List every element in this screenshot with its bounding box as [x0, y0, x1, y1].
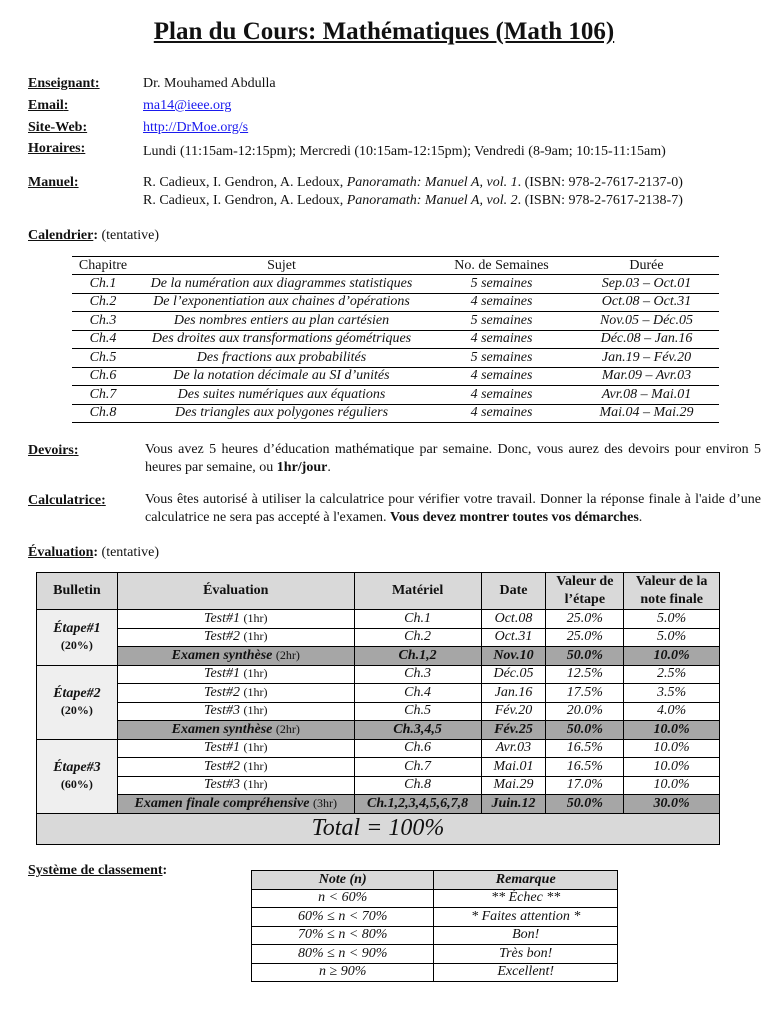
date-cell: Oct.31: [481, 628, 546, 647]
evaluation-duration: (1hr): [243, 740, 268, 755]
evaluation-duration: (3hr): [312, 795, 337, 810]
grading-row: [252, 908, 618, 927]
grading-cell: n ≥ 90%: [252, 963, 434, 982]
grading-row: [252, 926, 618, 945]
grading-row: [252, 963, 618, 982]
final-value-cell: 3.5%: [624, 684, 720, 703]
final-value-cell: 5.0%: [624, 628, 720, 647]
date-cell: Mai.29: [481, 776, 546, 795]
final-value-cell: 10.0%: [624, 721, 720, 740]
test-row: [37, 702, 720, 721]
stage-weight: (60%): [60, 776, 93, 791]
stage-value-cell: 20.0%: [546, 702, 624, 721]
stage-value-cell: 17.0%: [546, 776, 624, 795]
stage-name: Étape#3: [53, 759, 101, 775]
final-value-cell: 10.0%: [624, 647, 720, 666]
evaluation-header-cell: Date: [481, 573, 546, 610]
total-row: [37, 813, 720, 844]
grading-row: [252, 889, 618, 908]
final-value-cell: 2.5%: [624, 665, 720, 684]
material-cell: Ch.5: [354, 702, 481, 721]
evaluation-name: Test#2: [203, 684, 241, 700]
evaluation-name-cell: [117, 647, 354, 666]
date-cell: Fév.20: [481, 702, 546, 721]
evaluation-name: Examen finale compréhensive: [134, 795, 310, 811]
calendar-header-cell: No. de Semaines: [429, 257, 574, 275]
stage-weight: (20%): [60, 637, 93, 652]
stage-cell: [37, 610, 118, 666]
material-cell: Ch.6: [354, 739, 481, 758]
final-value-cell: 10.0%: [624, 758, 720, 777]
calendar-cell: 4 semaines: [429, 293, 574, 312]
evaluation-name-cell: [117, 665, 354, 684]
exam-row: [37, 721, 720, 740]
evaluation-duration: (1hr): [243, 629, 268, 644]
date-cell: Nov.10: [481, 647, 546, 666]
evaluation-name: Examen synthèse: [171, 721, 273, 737]
test-row: [37, 776, 720, 795]
calendar-cell: 5 semaines: [429, 349, 574, 368]
stage-value-cell: 17.5%: [546, 684, 624, 703]
final-value-cell: 4.0%: [624, 702, 720, 721]
test-row: [37, 628, 720, 647]
calendar-row: [72, 330, 719, 349]
stage-cell: [37, 739, 118, 813]
evaluation-duration: (1hr): [243, 610, 268, 625]
final-value-cell: 10.0%: [624, 739, 720, 758]
hours-text: Lundi (11:15am-12:15pm); Mercredi (10:15am-12:15pm); Vendredi (8-9am; 10:15-11:15am): [143, 144, 666, 159]
email-label: Email:: [28, 98, 69, 113]
evaluation-name-cell: [117, 739, 354, 758]
stage-value-cell: 50.0%: [546, 795, 624, 814]
test-row: [37, 739, 720, 758]
evaluation-name-cell: [117, 702, 354, 721]
calendar-cell: Jan.19 – Fév.20: [574, 349, 719, 368]
test-row: [37, 665, 720, 684]
calendar-cell: 4 semaines: [429, 330, 574, 349]
stage-value-cell: 12.5%: [546, 665, 624, 684]
evaluation-name: Test#3: [203, 777, 241, 793]
test-row: [37, 684, 720, 703]
calendar-cell: Des fractions aux probabilités: [134, 349, 429, 368]
evaluation-name-cell: [117, 684, 354, 703]
material-cell: Ch.8: [354, 776, 481, 795]
calendar-cell: Ch.3: [72, 312, 134, 331]
calendar-cell: Oct.08 – Oct.31: [574, 293, 719, 312]
email-link[interactable]: ma14@ieee.org: [143, 98, 232, 113]
manual-entry-2: R. Cadieux, I. Gendron, A. Ledoux, Panoramath: Manuel A, vol. 2. (ISBN: 978-2-7617-2138-7): [143, 193, 683, 208]
date-cell: Fév.25: [481, 721, 546, 740]
calendar-cell: Mar.09 – Avr.03: [574, 367, 719, 386]
evaluation-name: Test#2: [203, 758, 241, 774]
calendar-cell: 4 semaines: [429, 367, 574, 386]
evaluation-name: Test#1: [203, 610, 241, 626]
grading-cell: 80% ≤ n < 90%: [252, 945, 434, 964]
calendar-row: [72, 386, 719, 405]
calendar-cell: Nov.05 – Déc.05: [574, 312, 719, 331]
exam-row: [37, 647, 720, 666]
evaluation-duration: (1hr): [243, 666, 268, 681]
calendar-cell: Avr.08 – Mai.01: [574, 386, 719, 405]
evaluation-duration: (1hr): [243, 684, 268, 699]
evaluation-table: [36, 572, 720, 845]
total-cell: Total = 100%: [37, 813, 720, 844]
evaluation-name: Examen synthèse: [171, 647, 273, 663]
manual-label: Manuel:: [28, 175, 79, 190]
calendar-cell: Des triangles aux polygones réguliers: [134, 404, 429, 423]
grading-heading: Système de classement:: [28, 863, 168, 878]
calendar-cell: Déc.08 – Jan.16: [574, 330, 719, 349]
calendar-table: [72, 256, 719, 423]
evaluation-name-cell: [117, 628, 354, 647]
website-link[interactable]: http://DrMoe.org/s: [143, 120, 249, 135]
hours-label: Horaires:: [28, 141, 86, 156]
grading-cell: Excellent!: [434, 963, 618, 982]
final-value-cell: 30.0%: [624, 795, 720, 814]
date-cell: Jan.16: [481, 684, 546, 703]
stage-weight: (20%): [60, 702, 93, 717]
teacher-name: Dr. Mouhamed Abdulla: [143, 76, 276, 91]
calendar-cell: De la notation décimale au SI d’unités: [134, 367, 429, 386]
test-row: [37, 610, 720, 629]
test-row: [37, 758, 720, 777]
grading-row: [252, 945, 618, 964]
evaluation-header-cell: Valeur de la note finale: [624, 573, 720, 610]
material-cell: Ch.1,2,3,4,5,6,7,8: [354, 795, 481, 814]
material-cell: Ch.7: [354, 758, 481, 777]
calendar-cell: Des suites numériques aux équations: [134, 386, 429, 405]
evaluation-name: Test#3: [203, 703, 241, 719]
evaluation-header-cell: Matériel: [354, 573, 481, 610]
calendar-cell: Mai.04 – Mai.29: [574, 404, 719, 423]
grading-cell: ** Échec **: [434, 889, 618, 908]
stage-name: Étape#1: [53, 620, 101, 636]
calendar-header-cell: Durée: [574, 257, 719, 275]
calendar-cell: Des droites aux transformations géométriques: [134, 330, 429, 349]
calendar-cell: 5 semaines: [429, 312, 574, 331]
final-value-cell: 10.0%: [624, 776, 720, 795]
teacher-label: Enseignant:: [28, 76, 100, 91]
evaluation-name-cell: [117, 721, 354, 740]
calendar-cell: 4 semaines: [429, 404, 574, 423]
grading-cell: 60% ≤ n < 70%: [252, 908, 434, 927]
evaluation-name-cell: [117, 758, 354, 777]
evaluation-duration: (2hr): [275, 647, 300, 662]
grading-cell: n < 60%: [252, 889, 434, 908]
evaluation-duration: (1hr): [243, 777, 268, 792]
date-cell: Oct.08: [481, 610, 546, 629]
calendar-row: [72, 293, 719, 312]
evaluation-header-cell: Valeur de l’étape: [546, 573, 624, 610]
evaluation-name-cell: [117, 610, 354, 629]
grading-header-cell: Remarque: [434, 871, 618, 890]
stage-value-cell: 50.0%: [546, 647, 624, 666]
stage-value-cell: 16.5%: [546, 758, 624, 777]
evaluation-name-cell: [117, 795, 354, 814]
material-cell: Ch.1,2: [354, 647, 481, 666]
evaluation-duration: (2hr): [275, 721, 300, 736]
evaluation-name: Test#1: [203, 740, 241, 756]
calendar-cell: De l’exponentiation aux chaines d’opérations: [134, 293, 429, 312]
evaluation-name: Test#2: [203, 629, 241, 645]
date-cell: Juin.12: [481, 795, 546, 814]
calendar-cell: Ch.8: [72, 404, 134, 423]
evaluation-duration: (1hr): [243, 703, 268, 718]
calendar-cell: Ch.1: [72, 275, 134, 294]
grading-table: [251, 870, 618, 982]
calendar-cell: Ch.5: [72, 349, 134, 368]
evaluation-header-cell: Bulletin: [37, 573, 118, 610]
material-cell: Ch.3,4,5: [354, 721, 481, 740]
calendar-cell: Ch.6: [72, 367, 134, 386]
calendar-heading: Calendrier: (tentative): [28, 228, 160, 243]
grading-cell: Bon!: [434, 926, 618, 945]
grading-cell: * Faites attention *: [434, 908, 618, 927]
material-cell: Ch.2: [354, 628, 481, 647]
material-cell: Ch.4: [354, 684, 481, 703]
calendar-cell: Ch.7: [72, 386, 134, 405]
evaluation-heading: Évaluation: (tentative): [28, 545, 160, 560]
homework-label: Devoirs:: [28, 443, 79, 458]
calendar-row: [72, 312, 719, 331]
calendar-row: [72, 349, 719, 368]
calendar-cell: Sep.03 – Oct.01: [574, 275, 719, 294]
stage-cell: [37, 665, 118, 739]
manual-entry-1: R. Cadieux, I. Gendron, A. Ledoux, Panoramath: Manuel A, vol. 1. (ISBN: 978-2-7617-2137-0): [143, 175, 683, 190]
calendar-cell: 5 semaines: [429, 275, 574, 294]
calendar-row: [72, 275, 719, 294]
stage-value-cell: 16.5%: [546, 739, 624, 758]
evaluation-header-cell: Évaluation: [117, 573, 354, 610]
calendar-row: [72, 404, 719, 423]
homework-text: Vous avez 5 heures d’éducation mathématique par semaine. Donc, vous aurez des devoirs pour environ 5 heures par semaine, ou 1hr/jour.: [145, 442, 761, 475]
calendar-cell: Ch.2: [72, 293, 134, 312]
exam-row: [37, 795, 720, 814]
final-value-cell: 5.0%: [624, 610, 720, 629]
grading-cell: 70% ≤ n < 80%: [252, 926, 434, 945]
grading-header-cell: Note (n): [252, 871, 434, 890]
calendar-header-cell: Sujet: [134, 257, 429, 275]
grading-cell: Très bon!: [434, 945, 618, 964]
calculator-text: Vous êtes autorisé à utiliser la calculatrice pour vérifier votre travail. Donner la réponse finale à l'aide d’une calculatrice ne sera pas accepté à l'examen. Vous devez montrer toutes vos démarches.: [145, 492, 761, 525]
calendar-header-cell: Chapitre: [72, 257, 134, 275]
date-cell: Mai.01: [481, 758, 546, 777]
stage-value-cell: 50.0%: [546, 721, 624, 740]
calculator-label: Calculatrice:: [28, 493, 106, 508]
stage-name: Étape#2: [53, 685, 101, 701]
evaluation-name-cell: [117, 776, 354, 795]
date-cell: Déc.05: [481, 665, 546, 684]
page-title: Plan du Cours: Mathématiques (Math 106): [153, 18, 615, 45]
stage-value-cell: 25.0%: [546, 628, 624, 647]
calendar-cell: Ch.4: [72, 330, 134, 349]
material-cell: Ch.3: [354, 665, 481, 684]
evaluation-name: Test#1: [203, 666, 241, 682]
calendar-cell: De la numération aux diagrammes statistiques: [134, 275, 429, 294]
calendar-cell: Des nombres entiers au plan cartésien: [134, 312, 429, 331]
calendar-cell: 4 semaines: [429, 386, 574, 405]
date-cell: Avr.03: [481, 739, 546, 758]
material-cell: Ch.1: [354, 610, 481, 629]
evaluation-duration: (1hr): [243, 758, 268, 773]
website-label: Site-Web:: [28, 120, 88, 135]
stage-value-cell: 25.0%: [546, 610, 624, 629]
calendar-row: [72, 367, 719, 386]
